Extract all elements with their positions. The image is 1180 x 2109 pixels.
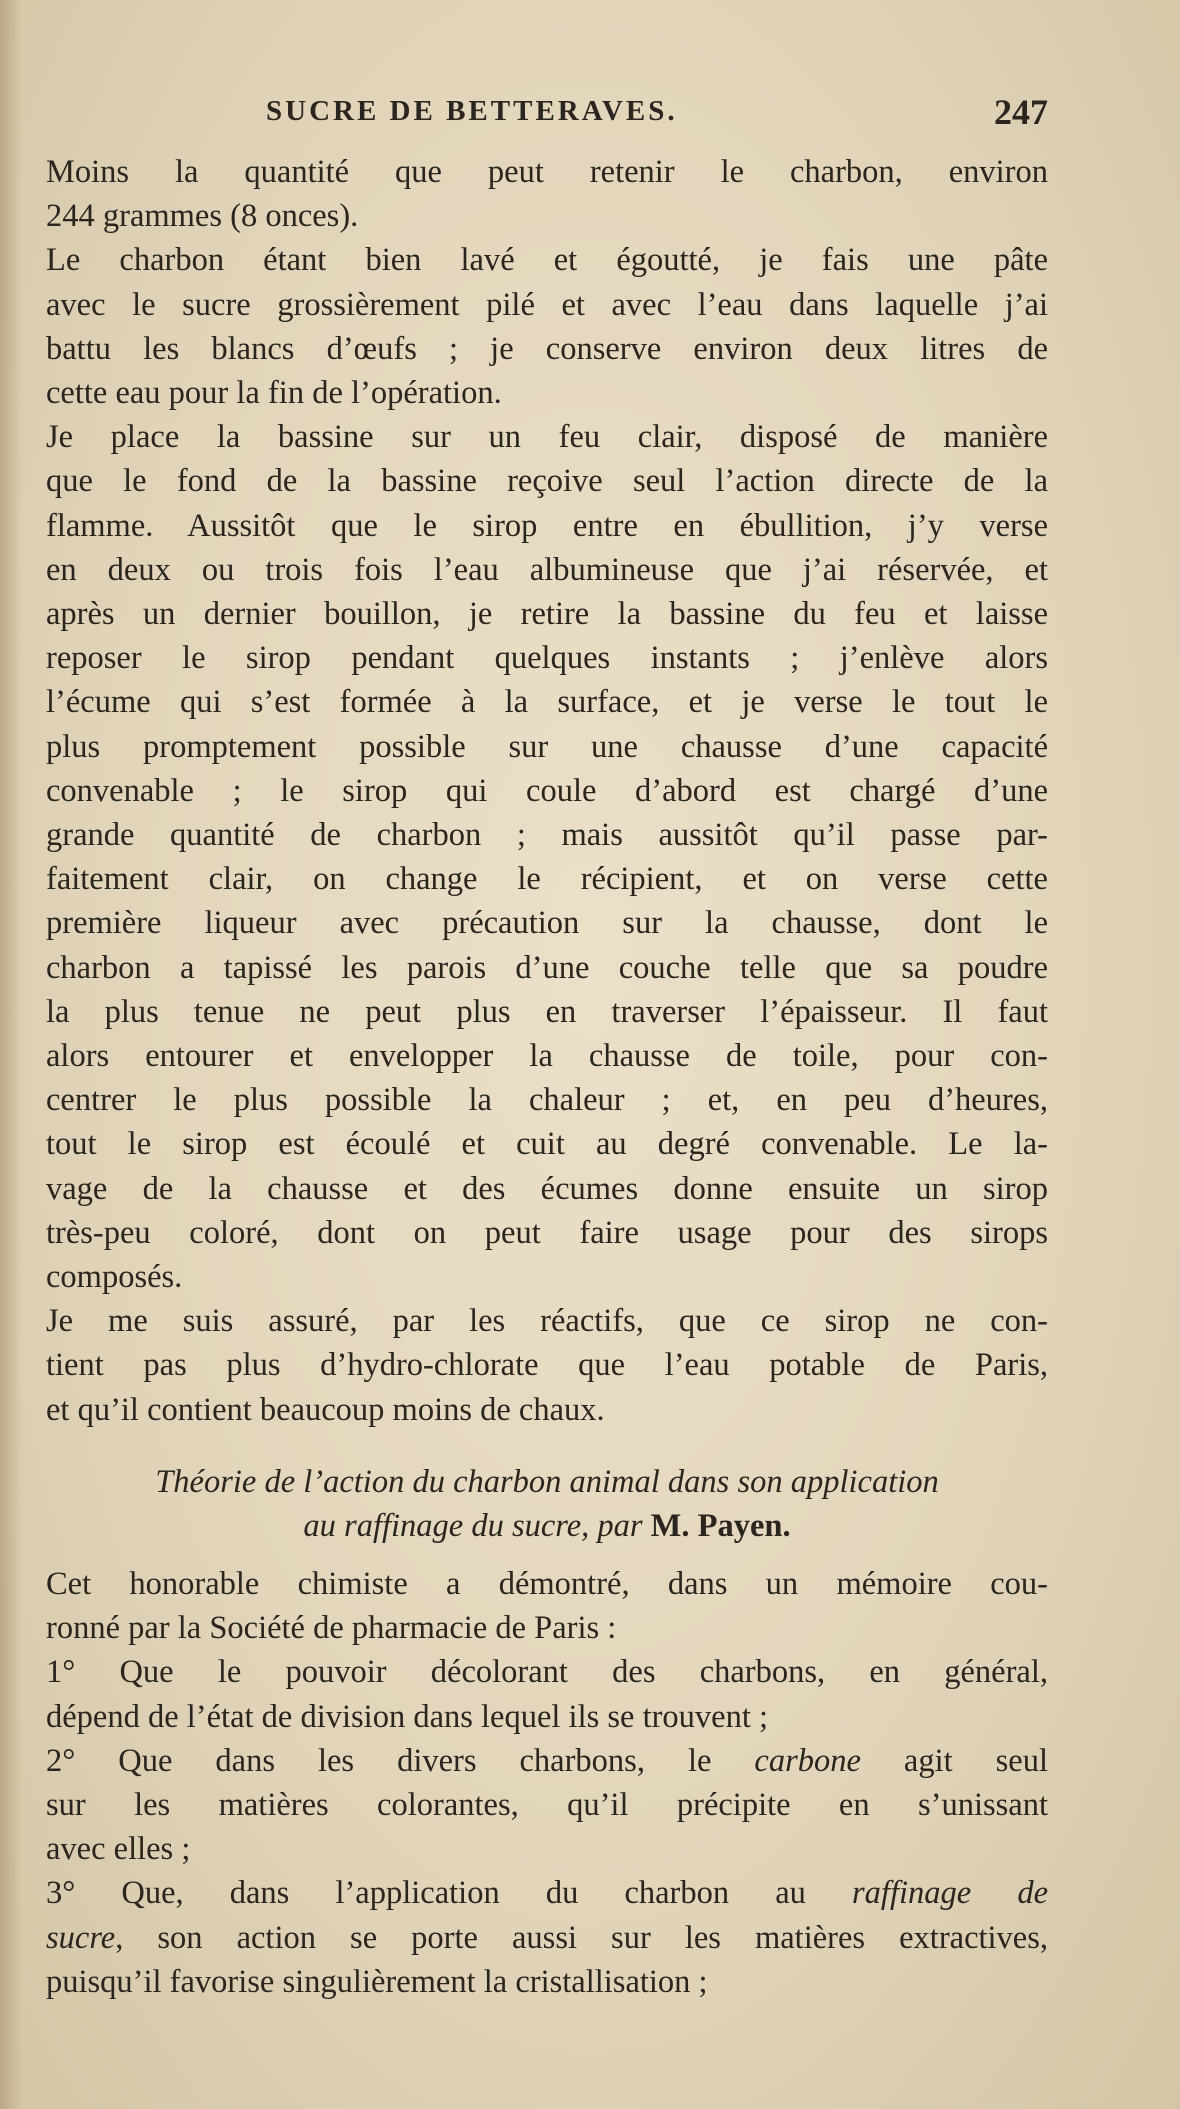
text-line: battu les blancs d’œufs ; je conserve environ deux litres de <box>46 330 1048 367</box>
running-head: SUCRE DE BETTERAVES. <box>266 95 678 127</box>
section-heading-line-2 <box>46 1504 1048 1548</box>
page-number: 247 <box>994 92 1048 132</box>
text-line <box>46 1871 1048 1915</box>
text-line: vage de la chausse et des écumes donne ensuite un sirop <box>46 1170 1048 1207</box>
text-line: Cet honorable chimiste a démontré, dans un mémoire cou- <box>46 1565 1048 1602</box>
text-line: tout le sirop est écoulé et cuit au degré convenable. Le la- <box>46 1126 1048 1163</box>
text-line: plus promptement possible sur une chausse d’une capacité <box>46 728 1048 765</box>
text-line: Moins la quantité que peut retenir le charbon, environ <box>46 154 1048 190</box>
paragraph-8 <box>46 1871 1048 2004</box>
paragraph-2 <box>46 238 1048 415</box>
page-header <box>46 92 1048 135</box>
text-line: après un dernier bouillon, je retire la bassine du feu et laisse <box>46 596 1048 633</box>
text-fragment: agit seul <box>860 1742 1048 1779</box>
text-line: centrer le plus possible la chaleur ; et, en peu d’heures, <box>46 1082 1048 1119</box>
text-line: première liqueur avec précaution sur la chausse, dont le <box>46 905 1048 942</box>
text-line: faitement clair, on change le récipient, et on verse cette <box>46 861 1048 898</box>
text-fragment: 3° Que, dans l’application du charbon au <box>46 1875 853 1912</box>
text-fragment: 2° Que dans les divers charbons, le <box>46 1742 755 1779</box>
paragraph-1 <box>46 150 1048 238</box>
text-line: 244 grammes (8 onces). <box>46 198 359 235</box>
text-line: Le charbon étant bien lavé et égoutté, je fais une pâte <box>46 242 1048 279</box>
italic-term: raffinage de <box>852 1875 1048 1912</box>
text-line: la plus tenue ne peut plus en traverser l’épaisseur. Il faut <box>46 993 1048 1030</box>
text-line: sur les matières colorantes, qu’il précipite en s’unissant <box>46 1786 1048 1823</box>
text-line: charbon a tapissé les parois d’une couche telle que sa poudre <box>46 949 1048 986</box>
section-heading-line-1: Théorie de l’action du charbon animal dans son application <box>155 1463 939 1500</box>
page-gutter-shadow <box>0 0 22 2109</box>
text-line: flamme. Aussitôt que le sirop entre en ébullition, j’y verse <box>46 507 1048 544</box>
text-line: tient pas plus d’hydro-chlorate que l’eau potable de Paris, <box>46 1347 1048 1384</box>
text-line: reposer le sirop pendant quelques instants ; j’enlève alors <box>46 640 1048 677</box>
text-line: dépend de l’état de division dans lequel ils se trouvent ; <box>46 1698 769 1735</box>
text-line: grande quantité de charbon ; mais aussitôt qu’il passe par- <box>46 817 1048 854</box>
heading-author: M. Payen. <box>650 1507 791 1544</box>
text-line: puisqu’il favorise singulièrement la cristallisation ; <box>46 1963 708 2000</box>
paragraph-4 <box>46 1299 1048 1432</box>
italic-term: carbone <box>754 1742 861 1779</box>
text-line: que le fond de la bassine reçoive seul l’action directe de la <box>46 463 1048 500</box>
text-line: 1° Que le pouvoir décolorant des charbons, en général, <box>46 1654 1048 1691</box>
paragraph-7 <box>46 1739 1048 1872</box>
text-line: cette eau pour la fin de l’opération. <box>46 375 502 412</box>
text-line: et qu’il contient beaucoup moins de chaux. <box>46 1391 605 1428</box>
text-line: en deux ou trois fois l’eau albumineuse que j’ai réservée, et <box>46 551 1048 588</box>
text-line: composés. <box>46 1259 183 1296</box>
text-line: Je place la bassine sur un feu clair, disposé de manière <box>46 419 1048 456</box>
text-line: convenable ; le sirop qui coule d’abord est chargé d’une <box>46 772 1048 809</box>
text-line: avec elles ; <box>46 1831 191 1868</box>
text-line <box>46 1739 1048 1783</box>
text-line: alors entourer et envelopper la chausse de toile, pour con- <box>46 1038 1048 1075</box>
text-line: ronné par la Société de pharmacie de Paris : <box>46 1610 617 1647</box>
text-line: avec le sucre grossièrement pilé et avec l’eau dans laquelle j’ai <box>46 286 1048 323</box>
text-line: Je me suis assuré, par les réactifs, que ce sirop ne con- <box>46 1303 1048 1340</box>
paragraph-5 <box>46 1562 1048 1650</box>
section-heading <box>46 1460 1048 1548</box>
text-line: très-peu coloré, dont on peut faire usage pour des sirops <box>46 1214 1048 1251</box>
section-heading-line-2-text: au raffinage du sucre, par <box>303 1507 651 1544</box>
italic-term: sucre <box>46 1919 116 1956</box>
text-line <box>46 1916 1048 1960</box>
page-body <box>46 150 1048 2004</box>
paragraph-6 <box>46 1650 1048 1738</box>
text-fragment: , son action se porte aussi sur les matières extractives, <box>115 1919 1048 1956</box>
paragraph-3 <box>46 415 1048 1299</box>
text-line: l’écume qui s’est formée à la surface, et je verse le tout le <box>46 684 1048 721</box>
